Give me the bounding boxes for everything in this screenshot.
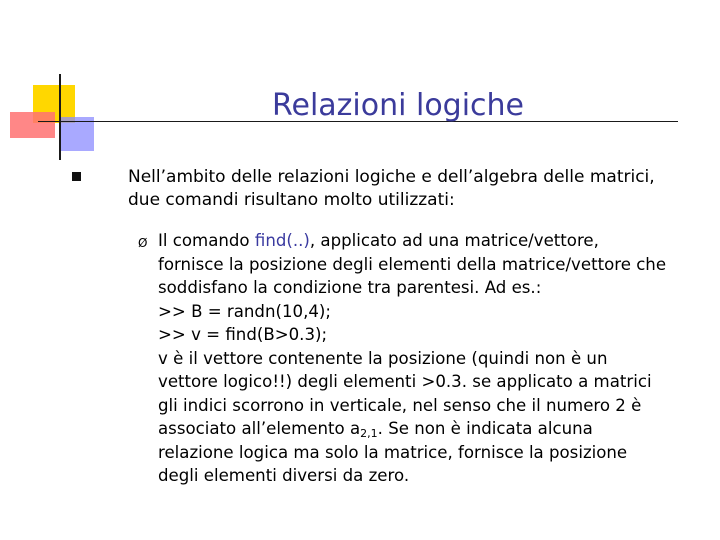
text-line: soddisfano la condizione tra parentesi. Ad es.: xyxy=(158,278,542,297)
code-line: >> B = randn(10,4); xyxy=(158,301,331,321)
text-fragment: associato all’elemento a xyxy=(158,419,361,438)
sub-bullet-text xyxy=(158,229,698,488)
code-line: >> v = find(B>0.3); xyxy=(158,325,328,344)
text-line: v è il vettore contenente la posizione (quindi non è un xyxy=(158,348,608,368)
text-line: degli elementi diversi da zero. xyxy=(158,466,410,485)
slide-title: Relazioni logiche xyxy=(271,88,525,123)
text-line: relazione logica ma solo la matrice, fornisce la posizione xyxy=(158,442,628,462)
code-find: find(..) xyxy=(254,231,310,250)
text-fragment: . Se non è indicata alcuna xyxy=(377,419,593,438)
subscript: 2,1 xyxy=(360,427,378,440)
text-line: gli indici scorrono in verticale, nel senso che il numero 2 è xyxy=(158,395,642,415)
text-line: fornisce la posizione degli elementi della matrice/vettore che xyxy=(158,254,667,274)
main-bullet-text: Nell’ambito delle relazioni logiche e dell’algebra delle matrici, due comandi risultano molto utilizzati: xyxy=(128,167,655,210)
arrow-bullet-icon: Ø xyxy=(138,236,148,250)
text-fragment: Il comando xyxy=(158,231,255,250)
square-bullet-icon xyxy=(72,172,81,181)
text-line: vettore logico!!) degli elementi >0.3. se applicato a matrici xyxy=(158,372,652,391)
text-fragment: , applicato ad una matrice/vettore, xyxy=(309,231,599,250)
text-line xyxy=(158,417,698,441)
text-line xyxy=(158,229,698,253)
